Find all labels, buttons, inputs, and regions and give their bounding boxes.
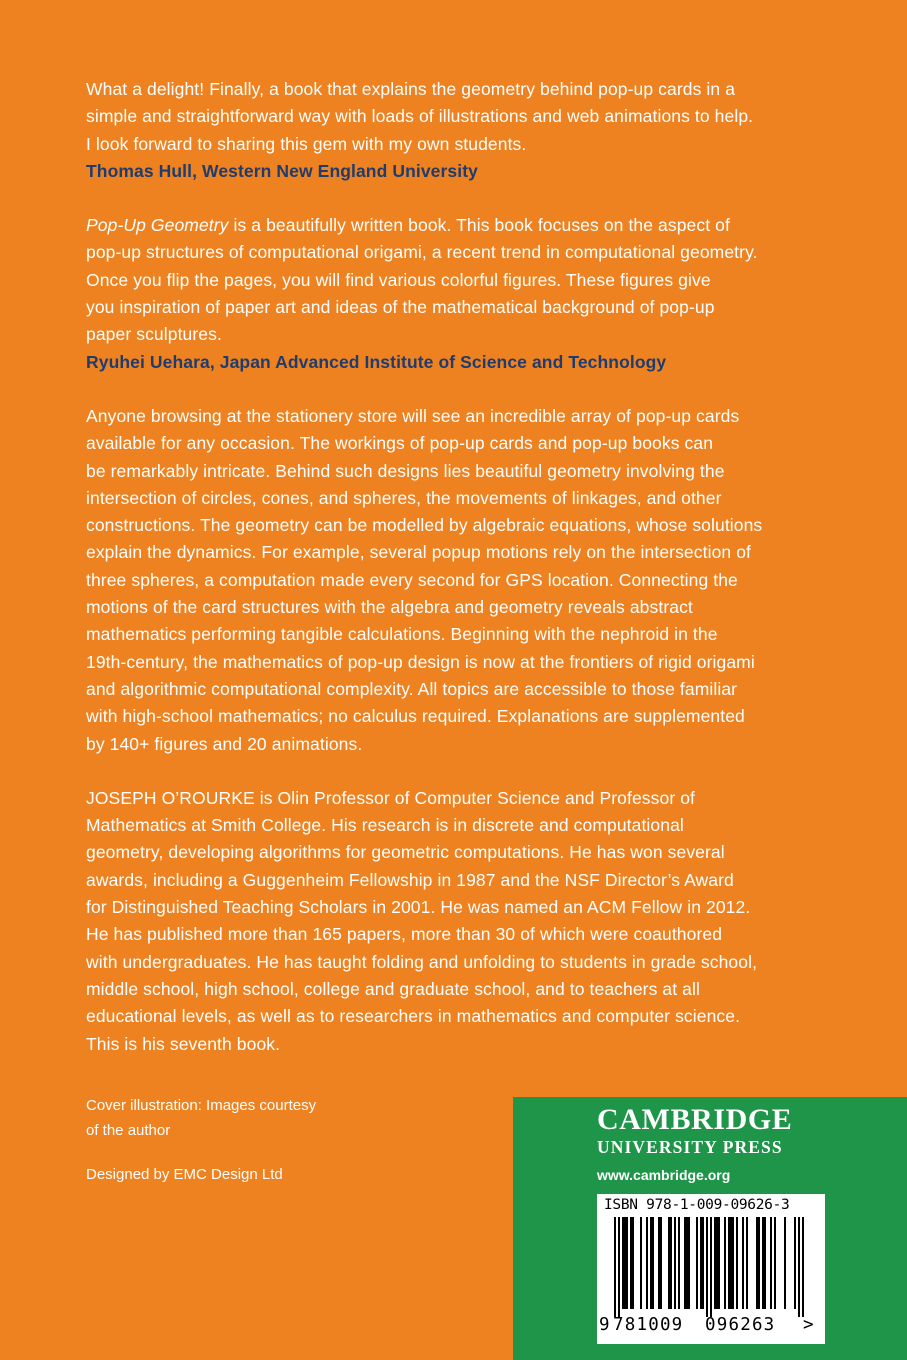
publisher-logo-subname: UNIVERSITY PRESS	[597, 1137, 783, 1157]
barcode-bar	[718, 1217, 720, 1309]
barcode-bar	[730, 1217, 732, 1309]
barcode-bar	[630, 1217, 632, 1309]
endorsement-line: paper sculptures.	[86, 324, 222, 345]
bio-line: middle school, high school, college and graduate school, and to teachers at all	[86, 978, 700, 999]
endorsement-attribution: Ryuhei Uehara, Japan Advanced Institute of Science and Technology	[86, 351, 667, 372]
cover-credits	[86, 1093, 416, 1187]
barcode-bar	[640, 1217, 642, 1309]
isbn-label: ISBN 978-1-009-09626-3	[604, 1197, 790, 1213]
barcode-lead-digit: 9	[599, 1315, 610, 1335]
cover-text	[86, 76, 826, 1085]
description-line: 19th-century, the mathematics of pop-up design is now at the frontiers of rigid origami	[86, 651, 755, 672]
endorsement-line: What a delight! Finally, a book that explains the geometry behind pop-up cards in a	[86, 79, 736, 99]
barcode-icon	[603, 1217, 819, 1317]
bio-line: awards, including a Guggenheim Fellowship in 1987 and the NSF Director’s Award	[86, 869, 734, 890]
description-line: be remarkably intricate. Behind such designs lies beautiful geometry involving the	[86, 460, 725, 481]
publisher-block	[513, 1097, 907, 1360]
barcode-bar	[696, 1217, 698, 1309]
barcode-bar	[618, 1217, 620, 1317]
barcode-bar	[714, 1217, 716, 1309]
barcode-bar	[716, 1217, 718, 1309]
endorsement-attribution: Thomas Hull, Western New England University	[86, 160, 478, 181]
barcode-bar	[784, 1217, 786, 1309]
cover-illustration-credit-cont: of the author	[86, 1122, 171, 1139]
barcode-digit-group-1: 781009	[613, 1315, 684, 1335]
barcode-bar	[674, 1217, 676, 1309]
barcode-bar	[746, 1217, 748, 1309]
barcode-bar	[732, 1217, 734, 1309]
description-line: intersection of circles, cones, and spheres, the movements of linkages, and other	[86, 487, 722, 508]
barcode-panel	[597, 1194, 825, 1344]
barcode-quiet-zone-mark: >	[803, 1315, 814, 1335]
description-line: motions of the card structures with the algebra and geometry reveals abstract	[86, 597, 693, 618]
designer-credit: Designed by EMC Design Ltd	[86, 1166, 283, 1183]
barcode-bar	[710, 1217, 712, 1317]
barcode-digit-group-2: 096263	[705, 1315, 776, 1335]
endorsement-line: simple and straightforward way with loads of illustrations and web animations to help.	[86, 106, 754, 127]
endorsement-line: you inspiration of paper art and ideas of the mathematical background of pop-up	[86, 297, 715, 318]
barcode-bar	[794, 1217, 796, 1309]
description-line: mathematics performing tangible calculations. Beginning with the nephroid in the	[86, 624, 718, 645]
barcode-bar	[770, 1217, 772, 1309]
barcode-bar	[614, 1217, 616, 1317]
bio-line: JOSEPH O’ROURKE is Olin Professor of Computer Science and Professor of	[86, 787, 696, 808]
endorsement-line: pop-up structures of computational origami, a recent trend in computational geometry.	[86, 242, 758, 263]
endorsement-hull	[86, 76, 826, 185]
bio-line: with undergraduates. He has taught folding and unfolding to students in grade school,	[86, 951, 758, 972]
publisher-logo-name: CAMBRIDGE	[597, 1103, 793, 1136]
barcode-bar	[646, 1217, 648, 1309]
barcode-bar	[724, 1217, 726, 1309]
endorsement-line: Once you flip the pages, you will find various colorful figures. These figures give	[86, 269, 711, 290]
endorsement-line: I look forward to sharing this gem with my own students.	[86, 133, 527, 154]
description-line: three spheres, a computation made every second for GPS location. Connecting the	[86, 569, 738, 590]
barcode-bar	[632, 1217, 634, 1309]
barcode-bar	[670, 1217, 672, 1309]
barcode-bar	[702, 1217, 704, 1309]
barcode-bar	[652, 1217, 654, 1309]
barcode-bar	[742, 1217, 744, 1309]
barcode-bar	[626, 1217, 628, 1309]
barcode-bar	[762, 1217, 764, 1309]
barcode-bar	[728, 1217, 730, 1309]
barcode-bar	[660, 1217, 662, 1309]
description-line: constructions. The geometry can be modelled by algebraic equations, whose solutions	[86, 515, 763, 536]
description-line: by 140+ figures and 20 animations.	[86, 733, 363, 754]
barcode-bar	[736, 1217, 738, 1309]
barcode-bar	[774, 1217, 776, 1309]
barcode-bar	[658, 1217, 660, 1309]
description-line: Anyone browsing at the stationery store will see an incredible array of pop-up cards	[86, 405, 740, 426]
barcode-bar	[688, 1217, 690, 1309]
barcode-bar	[756, 1217, 758, 1309]
description-line: with high-school mathematics; no calculus required. Explanations are supplemented	[86, 706, 745, 727]
bio-line: educational levels, as well as to researchers in mathematics and computer science.	[86, 1006, 741, 1027]
barcode-bar	[802, 1217, 804, 1317]
bio-line: He has published more than 165 papers, more than 30 of which were coauthored	[86, 924, 723, 945]
endorsement-uehara	[86, 212, 826, 376]
description-line: explain the dynamics. For example, several popup motions rely on the intersection of	[86, 542, 751, 563]
barcode-bar	[686, 1217, 688, 1309]
book-title-italic: Pop-Up Geometry	[86, 215, 229, 236]
endorsement-line	[86, 212, 826, 239]
bio-line: geometry, developing algorithms for geometric computations. He has won several	[86, 842, 725, 863]
barcode-bar	[678, 1217, 680, 1309]
barcode-bar	[758, 1217, 760, 1309]
description-line: and algorithmic computational complexity. All topics are accessible to those familiar	[86, 678, 738, 699]
barcode-bar	[668, 1217, 670, 1309]
barcode-bar	[798, 1217, 800, 1317]
barcode-bar	[624, 1217, 626, 1309]
description-line: available for any occasion. The workings of pop-up cards and pop-up books can	[86, 433, 714, 454]
barcode-bar	[684, 1217, 686, 1309]
bio-line: This is his seventh book.	[86, 1033, 281, 1054]
cover-illustration-credit: Cover illustration: Images courtesy	[86, 1097, 317, 1114]
endorsement-line-rest: is a beautifully written book. This book focuses on the aspect of	[228, 215, 730, 236]
barcode-bar	[622, 1217, 624, 1309]
barcode-bar	[700, 1217, 702, 1309]
bio-line: for Distinguished Teaching Scholars in 2001. He was named an ACM Fellow in 2012.	[86, 897, 751, 918]
author-bio	[86, 785, 826, 1058]
barcode-bar	[706, 1217, 708, 1317]
barcode-bar	[764, 1217, 766, 1309]
barcode-bar	[650, 1217, 652, 1309]
publisher-url[interactable]: www.cambridge.org	[597, 1167, 731, 1183]
book-description	[86, 403, 826, 758]
bio-line: Mathematics at Smith College. His research is in discrete and computational	[86, 815, 684, 836]
